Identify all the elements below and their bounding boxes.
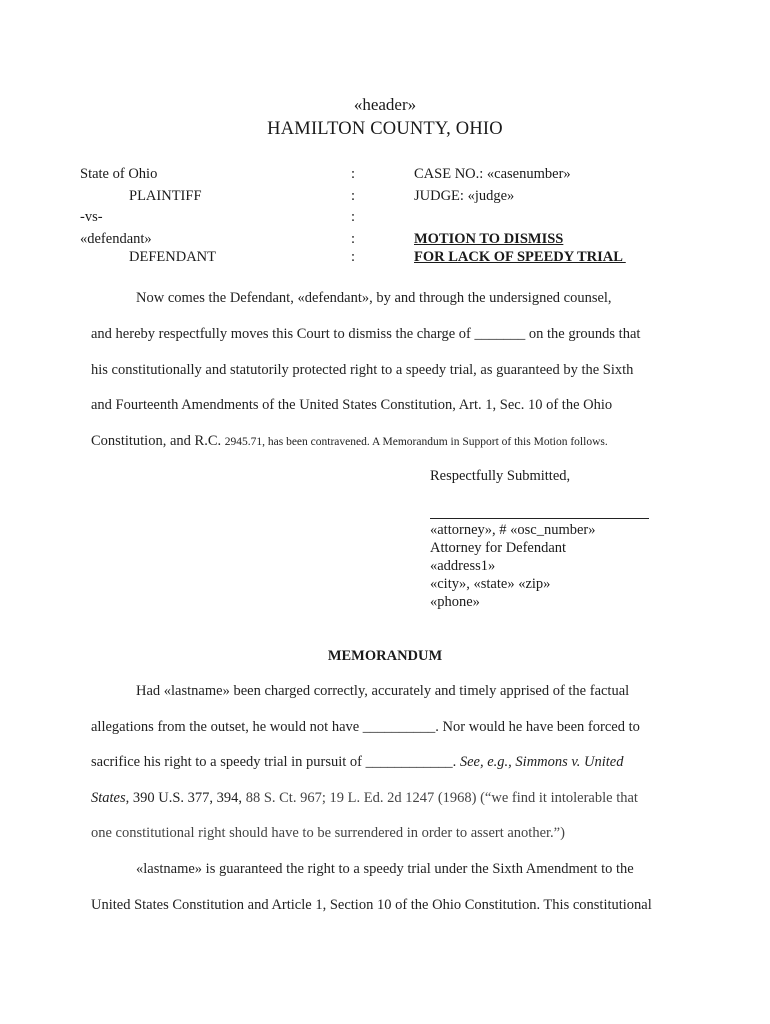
memo-line xyxy=(91,754,624,771)
signature-closing: Respectfully Submitted, xyxy=(430,468,571,484)
county-heading: HAMILTON COUNTY, OHIO xyxy=(267,119,503,139)
memo-line: one constitutional right should have to be surrendered in order to assert another.”) xyxy=(91,825,565,841)
memo-line-part: 88 S. Ct. 967; 19 L. Ed. 2d 1247 (1968) (“we find it intolerable that xyxy=(245,790,638,806)
attorney-city-state-zip: «city», «state» «zip» xyxy=(430,576,551,592)
attorney-role: Attorney for Defendant xyxy=(430,540,567,556)
attorney-phone: «phone» xyxy=(430,594,480,610)
versus-label: -vs- xyxy=(80,209,103,225)
motion-title-line-2: FOR LACK OF SPEEDY TRIAL xyxy=(414,249,626,265)
memo-line: United States Constitution and Article 1, Section 10 of the Ohio Constitution. This constitutional xyxy=(91,897,652,913)
plaintiff-role: PLAINTIFF xyxy=(129,188,202,204)
motion-line: his constitutionally and statutorily protected right to a speedy trial, as guaranteed by the Sixth xyxy=(91,362,634,378)
case-citation-italic: See, e.g., Simmons v. United xyxy=(459,754,624,770)
defendant-name: «defendant» xyxy=(80,231,152,247)
motion-line-last-part-a: Constitution, and R.C. xyxy=(91,433,225,449)
caption-colon: : xyxy=(351,188,356,204)
case-number: CASE NO.: «casenumber» xyxy=(414,166,571,182)
judge-field: JUDGE: «judge» xyxy=(414,188,515,204)
motion-line: and hereby respectfully moves this Court to dismiss the charge of _______ on the grounds that xyxy=(91,326,641,342)
memo-line-part: sacrifice his right to a speedy trial in pursuit of ____________. xyxy=(91,754,460,770)
header-merge-field: «header» xyxy=(353,95,417,114)
motion-line-last xyxy=(91,433,608,450)
caption-colon: : xyxy=(351,231,356,247)
motion-line-last-part-b: 2945.71, has been contravened. A Memorandum in Support of this Motion follows. xyxy=(224,436,608,448)
attorney-address: «address1» xyxy=(430,558,496,574)
caption-colon: : xyxy=(351,249,356,265)
memo-line: Had «lastname» been charged correctly, accurately and timely apprised of the factual xyxy=(136,683,630,699)
defendant-role: DEFENDANT xyxy=(129,249,216,265)
motion-line: Now comes the Defendant, «defendant», by and through the undersigned counsel, xyxy=(136,290,612,306)
memo-line: «lastname» is guaranteed the right to a speedy trial under the Sixth Amendment to the xyxy=(136,861,634,877)
plaintiff-name: State of Ohio xyxy=(80,166,158,182)
memo-line xyxy=(91,790,638,807)
motion-title-line-1: MOTION TO DISMISS xyxy=(414,231,564,247)
case-citation-italic: States xyxy=(91,790,126,806)
memorandum-title: MEMORANDUM xyxy=(327,648,443,664)
caption-colon: : xyxy=(351,166,356,182)
attorney-name: «attorney», # «osc_number» xyxy=(430,522,596,538)
memo-line-part: , 390 U.S. 377, 394, xyxy=(125,790,246,806)
caption-colon: : xyxy=(351,209,356,225)
signature-line xyxy=(430,518,649,519)
motion-line: and Fourteenth Amendments of the United States Constitution, Art. 1, Sec. 10 of the Ohio xyxy=(91,397,613,413)
memo-line: allegations from the outset, he would not have __________. Nor would he have been forced to xyxy=(91,719,640,735)
